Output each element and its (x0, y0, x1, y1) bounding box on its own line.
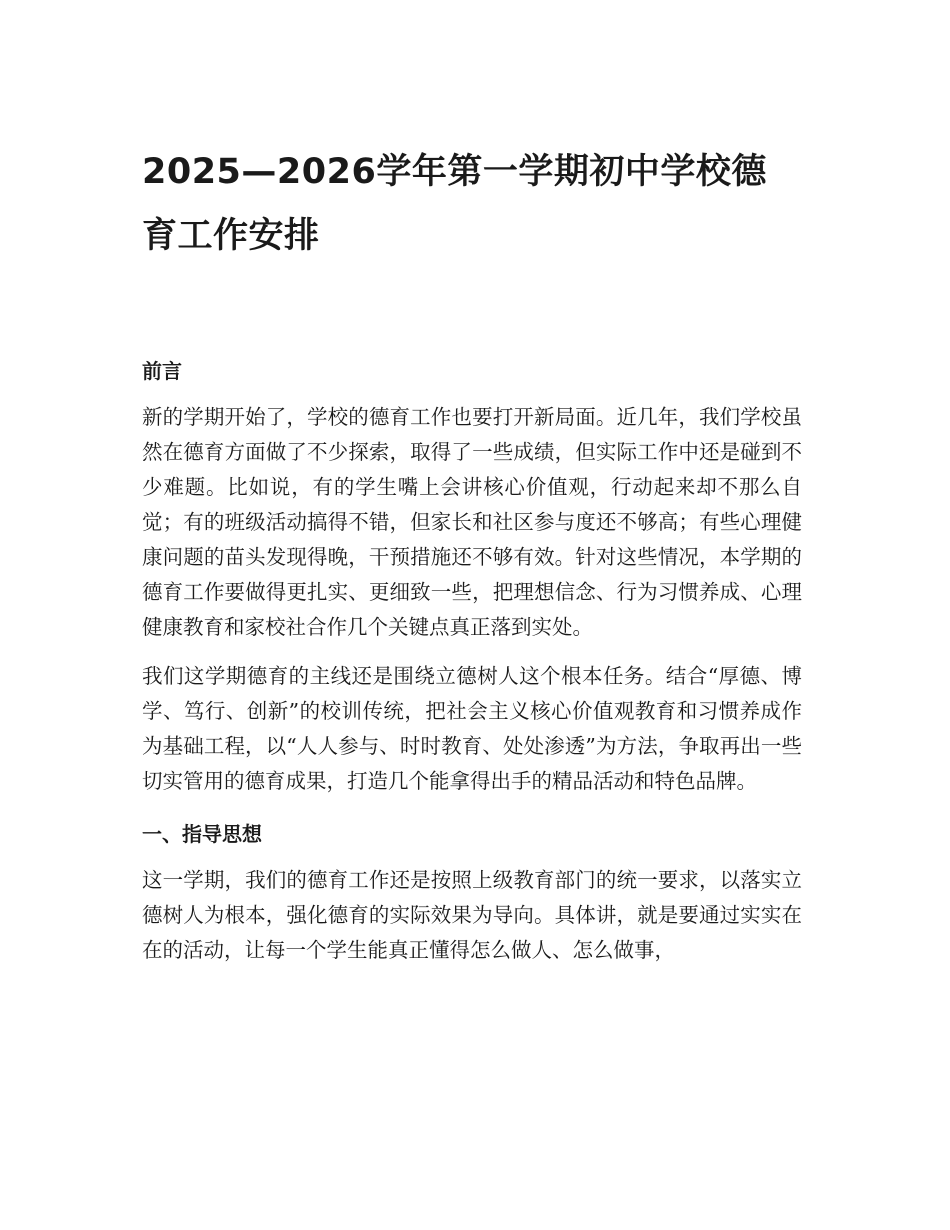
document-page (142, 140, 802, 968)
guiding-heading: 一、指导思想 (142, 822, 262, 846)
document-title: 2025—2026学年第一学期初中学校德育工作安排 (142, 152, 767, 256)
preface-heading: 前言 (142, 359, 182, 383)
preface-paragraph-2: 我们这学期德育的主线还是围绕立德树人这个根本任务。结合“厚德、博学、笃行、创新”的校训传统，把社会主义核心价值观教育和习惯养成作为基础工程，以“人人参与、时时教育、处处渗透”为方法，争取再出一些切实管用的德育成果，打造几个能拿得出手的精品活动和特色品牌。 (142, 664, 802, 793)
preface-section (142, 356, 802, 799)
preface-paragraph-1: 新的学期开始了，学校的德育工作也要打开新局面。近几年，我们学校虽然在德育方面做了不少探索，取得了一些成绩，但实际工作中还是碰到不少难题。比如说，有的学生嘴上会讲核心价值观，行动起来却不那么自觉；有的班级活动搞得不错，但家长和社区参与度还不够高；有些心理健康问题的苗头发现得晚，干预措施还不够有效。针对这些情况，本学期的德育工作要做得更扎实、更细致一些，把理想信念、行为习惯养成、心理健康教育和家校社合作几个关键点真正落到实处。 (142, 405, 802, 639)
guiding-section (142, 819, 802, 968)
guiding-paragraph-1: 这一学期，我们的德育工作还是按照上级教育部门的统一要求，以落实立德树人为根本，强化德育的实际效果为导向。具体讲，就是要通过实实在在的活动，让每一个学生能真正懂得怎么做人、怎么做事， (142, 868, 802, 962)
